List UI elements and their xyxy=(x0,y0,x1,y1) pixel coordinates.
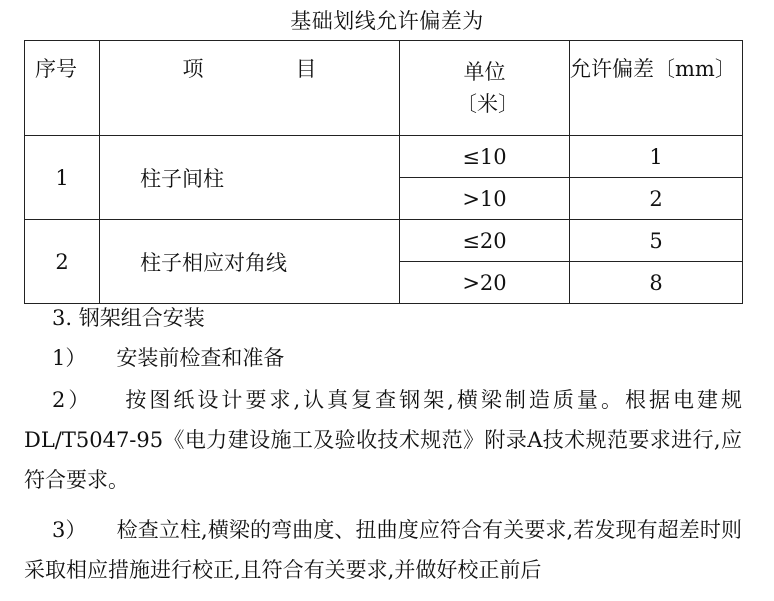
list-item-text: 安装前检查和准备 xyxy=(116,346,285,370)
row-unit-range: ≤10 xyxy=(400,136,570,178)
list-item-text: 按图纸设计要求,认真复查钢架,横梁制造质量。根据电建规DL/T5047-95《电力建设施工及验收技术规范》附录A技术规范要求进行,应符合要求。 xyxy=(24,388,742,492)
header-item-char-b: 目 xyxy=(295,57,317,81)
list-item-number: 1） xyxy=(52,346,87,370)
header-allowed-deviation: 允许偏差〔mm〕 xyxy=(570,41,743,136)
list-item xyxy=(24,380,742,500)
section-heading: 3. 钢架组合安装 xyxy=(52,306,205,330)
list-item xyxy=(24,510,742,590)
header-serial-number: 序号 xyxy=(25,41,100,136)
row-item-name: 柱子间柱 xyxy=(100,136,400,220)
row-serial-number: 1 xyxy=(25,136,100,220)
row-unit-range: >20 xyxy=(400,262,570,304)
tolerance-table xyxy=(24,40,743,304)
row-serial-number: 2 xyxy=(25,220,100,304)
header-item-char-a: 项 xyxy=(182,57,204,81)
row-deviation-value: 1 xyxy=(570,136,743,178)
row-unit-range: ≤20 xyxy=(400,220,570,262)
header-unit-meters: 〔米〕 xyxy=(456,92,519,116)
table-row xyxy=(25,136,743,178)
header-unit xyxy=(400,41,570,136)
header-item xyxy=(100,41,400,136)
table-header-row xyxy=(25,41,743,136)
row-deviation-value: 8 xyxy=(570,262,743,304)
row-unit-range: >10 xyxy=(400,178,570,220)
table-title: 基础划线允许偏差为 xyxy=(290,9,484,33)
table-row xyxy=(25,220,743,262)
list-item xyxy=(24,338,742,378)
header-unit-label: 单位 xyxy=(463,60,506,84)
list-item-text: 检查立柱,横梁的弯曲度、扭曲度应符合有关要求,若发现有超差时则采取相应措施进行校正,且符合有关要求,并做好校正前后 xyxy=(24,518,742,582)
list-item-number: 3） xyxy=(52,518,87,542)
row-deviation-value: 5 xyxy=(570,220,743,262)
row-item-name: 柱子相应对角线 xyxy=(100,220,400,304)
list-item-number: 2） xyxy=(52,388,93,412)
row-deviation-value: 2 xyxy=(570,178,743,220)
